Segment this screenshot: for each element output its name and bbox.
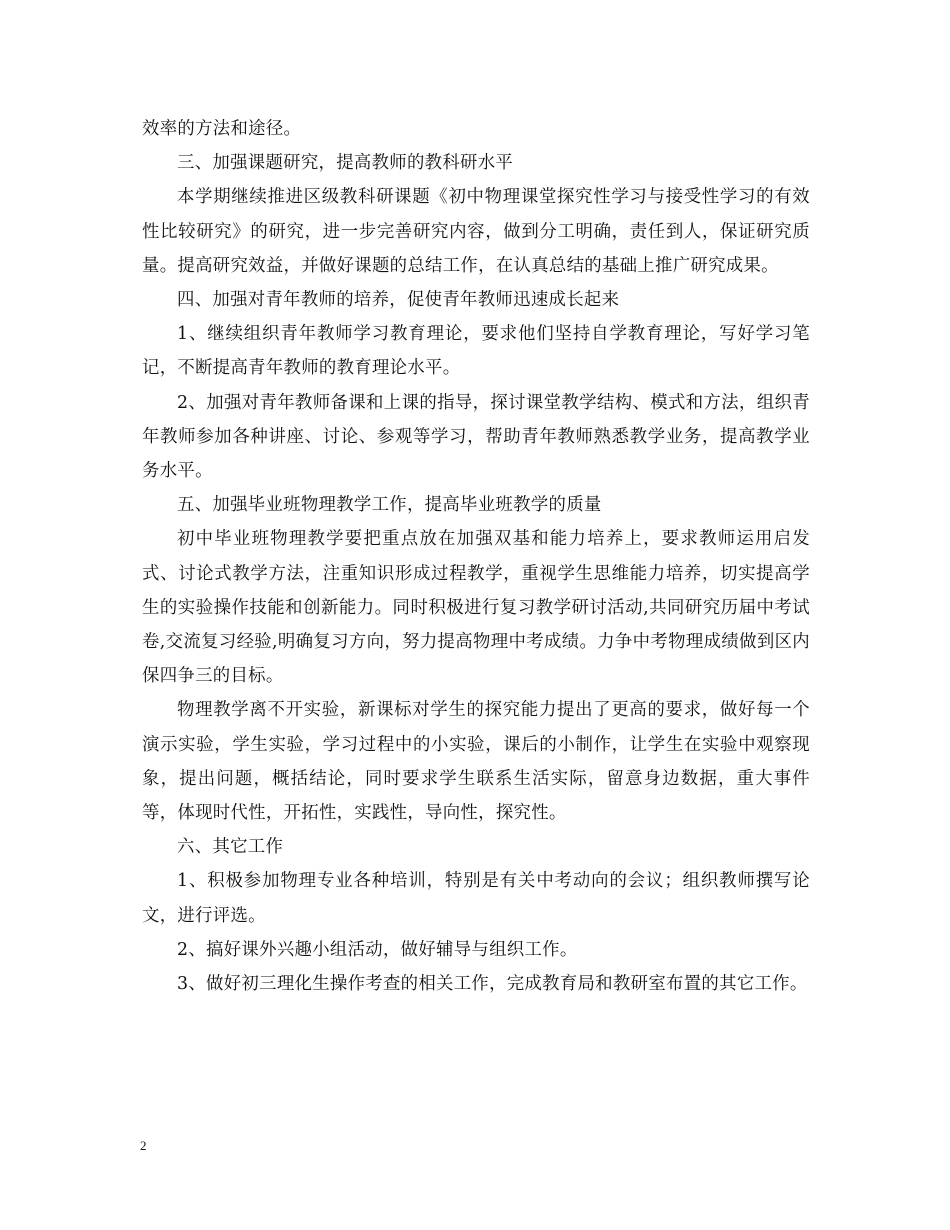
section-heading-5: 五、加强毕业班物理教学工作，提高毕业班教学的质量 (177, 495, 602, 516)
paragraph-continuation: 效率的方法和途径。 (142, 119, 302, 139)
section-heading-4: 四、加强对青年教师的培养，促使青年教师迅速成长起来 (177, 290, 620, 311)
paragraph: 物理教学离不开实验，新课标对学生的探究能力提出了更高的要求，做好每一个演示实验，学生实验，学习过程中的小实验，课后的小制作，让学生在实验中观察现象，提出问题，概括结论，同时要求学生联系生活实际，留意身边数据，重大事件等，体现时代性，开拓性，实践性，导向性，探究性。 (142, 700, 810, 824)
section-heading-3: 三、加强课题研究，提高教师的教科研水平 (177, 153, 514, 174)
list-item: 2、搞好课外兴趣小组活动，做好辅导与组织工作。 (177, 939, 578, 960)
document-body (142, 112, 810, 1001)
list-item: 3、做好初三理化生操作考查的相关工作，完成教育局和教研室布置的其它工作。 (177, 974, 808, 995)
paragraph: 初中毕业班物理教学要把重点放在加强双基和能力培养上，要求教师运用启发式、讨论式教学方法，注重知识形成过程教学，重视学生思维能力培养，切实提高学生的实验操作技能和创新能力。同时积极进行复习教学研讨活动,共同研究历届中考试卷,交流复习经验,明确复习方向，努力提高物理中考成绩。力争中考物理成绩做到区内保四争三的目标。 (142, 529, 810, 687)
list-item: 1、继续组织青年教师学习教育理论，要求他们坚持自学教育理论，写好学习笔记，不断提高青年教师的教育理论水平。 (142, 324, 810, 379)
list-item: 2、加强对青年教师备课和上课的指导，探讨课堂教学结构、模式和方法，组织青年教师参加各种讲座、讨论、参观等学习，帮助青年教师熟悉教学业务，提高教学业务水平。 (142, 392, 810, 482)
list-item: 1、积极参加物理专业各种培训，特别是有关中考动向的会议；组织教师撰写论文，进行评选。 (142, 871, 810, 926)
section-heading-6: 六、其它工作 (177, 837, 284, 858)
page-number: 2 (140, 1138, 147, 1153)
paragraph: 本学期继续推进区级教科研课题《初中物理课堂探究性学习与接受性学习的有效性比较研究》的研究，进一步完善研究内容，做到分工明确，责任到人，保证研究质量。提高研究效益，并做好课题的总结工作，在认真总结的基础上推广研究成果。 (142, 187, 810, 276)
